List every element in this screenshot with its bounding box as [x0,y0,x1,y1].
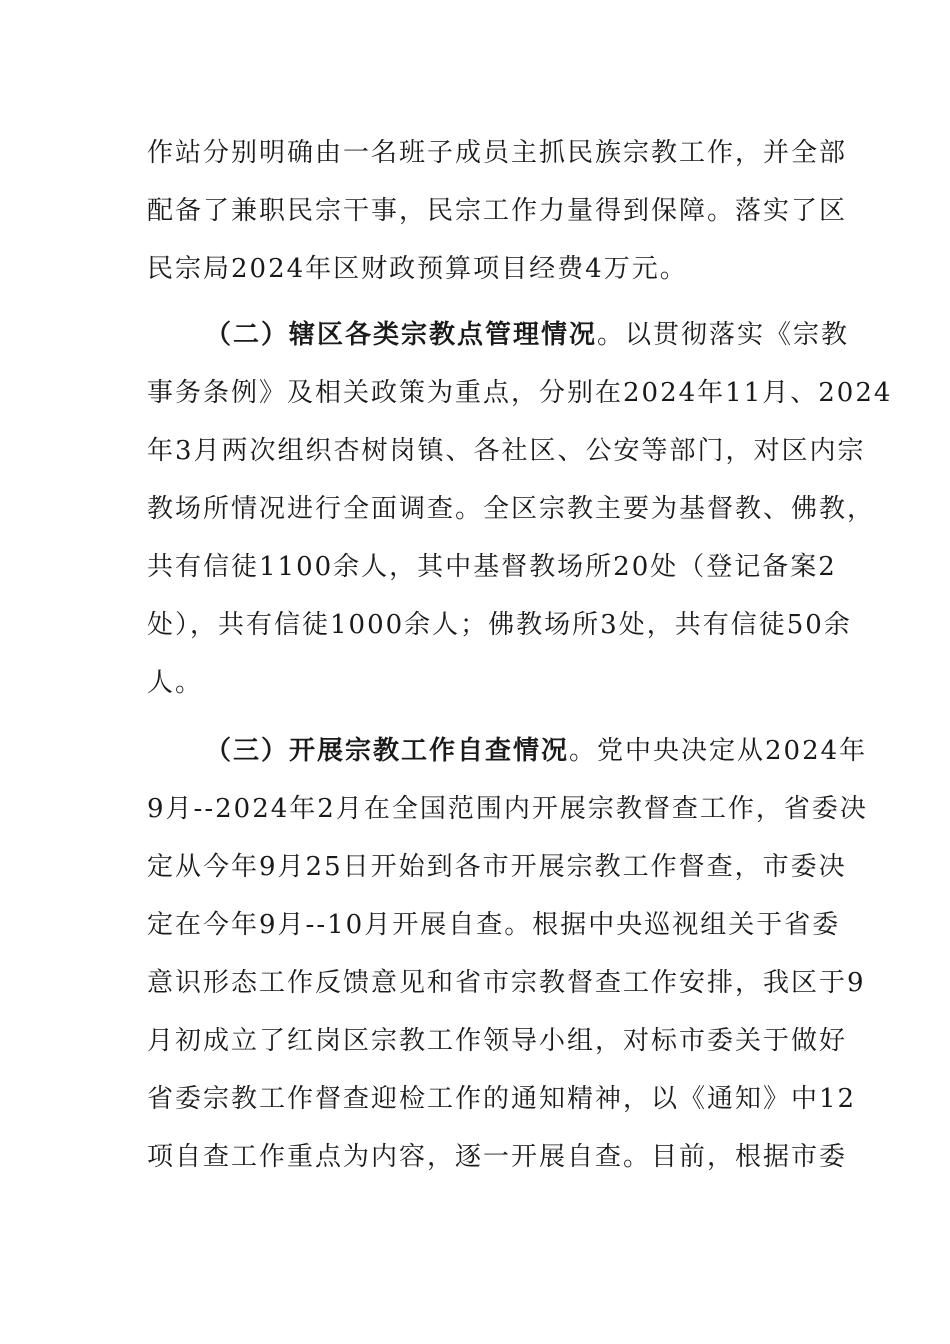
text-line: 定从今年9月25日开始到各市开展宗教工作督查，市委决 [147,852,847,882]
text-line: 定在今年9月--10月开展自查。根据中央巡视组关于省委 [147,910,841,940]
heading-continuation: 。以贯彻落实《宗教 [597,320,850,350]
text-line: 作站分别明确由一名班子成员主抓民族宗教工作，并全部 [147,138,848,168]
text-line: 项自查工作重点为内容，逐一开展自查。目前，根据市委 [147,1142,848,1172]
paragraph-staffing [147,124,847,298]
text-line [147,306,850,364]
text-line: 月初成立了红岗区宗教工作领导小组，对标市委关于做好 [147,1026,848,1056]
text-line: 民宗局2024年区财政预算项目经费4万元。 [147,254,688,284]
heading-continuation: 。党中央决定从2024年 [569,736,868,766]
text-line: 处），共有信徒1000余人；佛教场所3处，共有信徒50余 [147,610,852,640]
section-heading: （二）辖区各类宗教点管理情况 [205,320,598,350]
text-line: 9月--2024年2月在全国范围内开展宗教督查工作，省委决 [147,794,868,824]
text-line [147,722,868,780]
text-line: 配备了兼职民宗干事，民宗工作力量得到保障。落实了区 [147,196,848,226]
text-line: 人。 [147,668,204,698]
text-line: 事务条例》及相关政策为重点，分别在2024年11月、2024 [147,378,893,408]
paragraph-religious-sites [147,306,893,712]
text-line: 教场所情况进行全面调查。全区宗教主要为基督教、佛教， [147,494,876,524]
text-line: 意识形态工作反馈意见和省市宗教督查工作安排，我区于9 [147,968,866,998]
text-line: 共有信徒1100余人，其中基督教场所20处（登记备案2 [147,552,837,582]
text-line: 省委宗教工作督查迎检工作的通知精神，以《通知》中12 [147,1084,857,1114]
text-line: 年3月两次组织杏树岗镇、各社区、公安等部门，对区内宗 [147,436,866,466]
section-heading: （三）开展宗教工作自查情况 [205,736,570,766]
paragraph-self-inspection [147,722,868,1186]
